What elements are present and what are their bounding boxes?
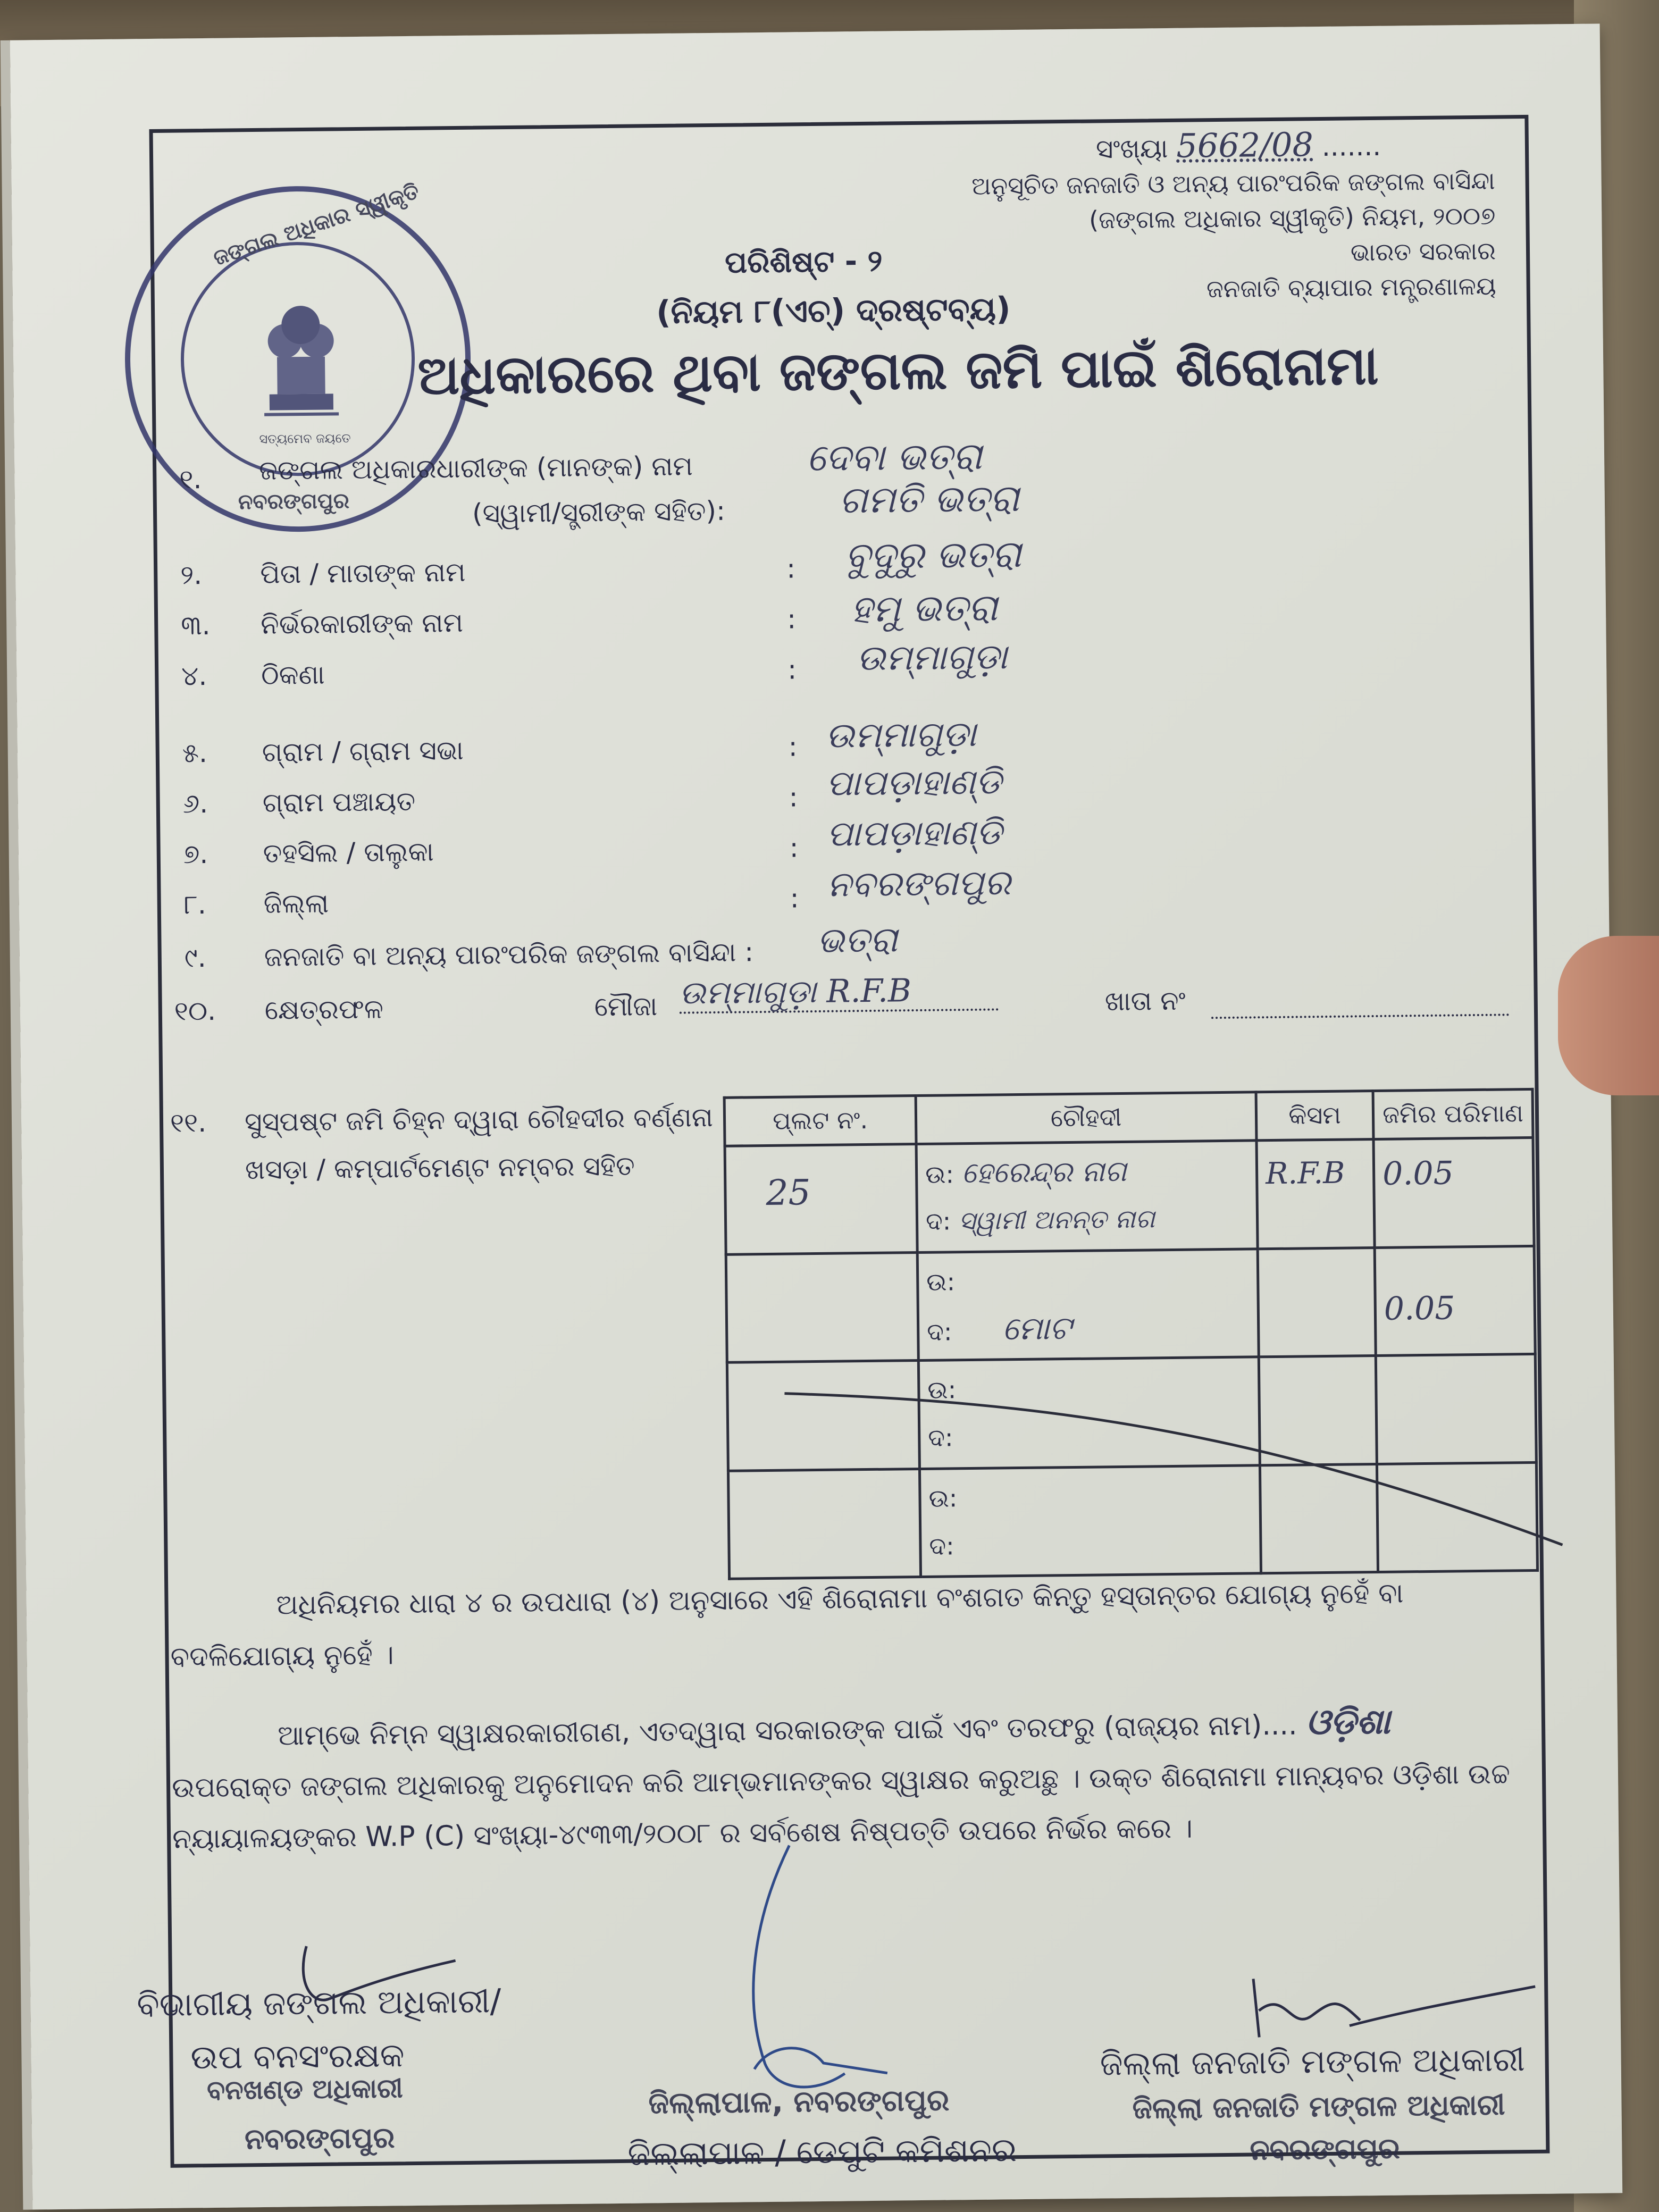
- field-label: ତହସିଲ / ତାଲୁକା: [263, 836, 434, 869]
- field-label: ଗ୍ରାମ / ଗ୍ରାମ ସଭା: [262, 734, 464, 768]
- table-header: ପ୍ଲଟ ନଂ.: [724, 1096, 916, 1146]
- center-stamp: ଜିଲ୍ଲାପାଳ, ନବରଙ୍ଗପୁର: [648, 2083, 950, 2121]
- serial-number: ସଂଖ୍ୟା 5662/08 .......: [1095, 125, 1381, 165]
- field-number: ୮.: [183, 889, 207, 920]
- table-row: ଉ: ଦ: ମୋଟ 0.05: [726, 1246, 1535, 1362]
- field-label: ଜନଜାତି ବା ଅନ୍ୟ ପାରଂପରିକ ଜଙ୍ଗଲ ବାସିନ୍ଦା :: [264, 936, 754, 973]
- seal-text: ଜଙ୍ଗଲ ଅଧିକାର ସ୍ୱୀକୃତି: [210, 179, 423, 271]
- table-row: ଉ: ଦ:: [727, 1354, 1536, 1470]
- field-value: ଭତ୍ରା: [817, 919, 898, 961]
- khata-value: [1211, 982, 1509, 1019]
- table-row: 25 ଉ: ହେରେନ୍ଦ୍ର ନାଗ ଦ: ସ୍ୱାମୀ ଅନନ୍ତ ନାଗ R.F.B 0.05: [725, 1137, 1534, 1254]
- field-number: ୫.: [182, 737, 208, 769]
- field-label: ଗ୍ରାମ ପଞ୍ଚାୟତ: [262, 785, 416, 818]
- left-signatory-subtitle: ଉପ ବନସଂରକ୍ଷକ: [190, 2035, 405, 2077]
- section-label: ସୁସ୍ପଷ୍ଟ ଜମି ଚିହ୍ନ ଦ୍ୱାରା ଚୌହଦୀର ବର୍ଣ୍ଣନା: [244, 1102, 714, 1138]
- mouza-label: ମୌଜା: [594, 991, 658, 1023]
- ashoka-emblem-icon: [247, 287, 355, 426]
- serial-value: 5662/08: [1176, 125, 1314, 165]
- right-signatory-title: ଜିଲ୍ଲା ଜନଜାତି ମଙ୍ଗଳ ଅଧିକାରୀ: [1100, 2040, 1526, 2083]
- field-label: ଜିଲ୍ଲା: [263, 887, 329, 919]
- right-stamp: ଜିଲ୍ଲା ଜନଜାତି ମଙ୍ଗଳ ଅଧିକାରୀ: [1132, 2088, 1505, 2125]
- act-heading: ଅନୁସୂଚିତ ଜନଜାତି ଓ ଅନ୍ୟ ପାରଂପରିକ ଜଙ୍ଗଲ ବାସିନ୍ଦା (ଜଙ୍ଗଲ ଅଧିକାର ସ୍ୱୀକୃତି) ନିୟମ, ୨୦୦୭ ଭାରତ ସରକାର ଜନଜାତି ବ୍ୟାପାର ମନ୍ତ୍ରଣାଳୟ: [971, 166, 1496, 304]
- field-number: ୬.: [182, 787, 208, 819]
- section-sublabel: ଖସଡ଼ା / କମ୍ପାର୍ଟମେଣ୍ଟ ନମ୍ବର ସହିତ: [245, 1150, 635, 1186]
- field-number: ୪.: [181, 660, 207, 692]
- emblem-caption: ସତ୍ୟମେବ ଜୟତେ: [259, 431, 351, 447]
- state-name: ଓଡ଼ିଶା: [1305, 1700, 1390, 1743]
- field-value: ହମୁ ଭତ୍ରା: [850, 585, 998, 631]
- paragraph-approval: ଆମ୍ଭେ ନିମ୍ନ ସ୍ୱାକ୍ଷରକାରୀଗଣ, ଏତଦ୍ୱାରା ସରକାରଙ୍କ ପାଇଁ ଏବଂ ତରଫରୁ (ରାଜ୍ୟର ନାମ).... ଓଡ଼ିଶା ଉପରୋକ୍ତ ଜଙ୍ଗଲ ଅଧିକାରକୁ ଅନୁମୋଦନ କରି ଆମ୍ଭମାନଙ୍କର ସ୍ୱାକ୍ଷର କରୁଅଛୁ । ଉକ୍ତ ଶିରୋନାମା ମାନ୍ୟବର ଓଡ଼ିଶା ଉଚ୍ଚ ନ୍ୟାୟାଳୟଙ୍କର W.P (C) ସଂଖ୍ୟା-୪୯୩୩/୨୦୦୮ ର ସର୍ବଶେଷ ନିଷ୍ପତ୍ତି ଉପରେ ନିର୍ଭର କରେ ।: [171, 1700, 1511, 1855]
- field-number: ୭.: [183, 838, 208, 870]
- document-title: ଅଧିକାରରେ ଥିବା ଜଙ୍ଗଲ ଜମି ପାଇଁ ଶିରୋନାମା: [417, 334, 1379, 407]
- thumb: [1558, 936, 1659, 1095]
- khata-label: ଖାତା ନଂ: [1104, 985, 1186, 1017]
- field-value: ପାପଡ଼ାହାଣ୍ଡି: [826, 761, 1002, 804]
- field-label: ନିର୍ଭରକାରୀଙ୍କ ନାମ: [260, 607, 464, 640]
- field-label: ଜଙ୍ଗଲ ଅଧିକାରଧାରୀଙ୍କ (ମାନଙ୍କ) ନାମ: [258, 450, 693, 486]
- field-label: ଠିକଣା: [261, 659, 325, 691]
- table-header: ଚୌହଦୀ: [916, 1092, 1256, 1144]
- table-row: ଉ: ଦ:: [728, 1462, 1537, 1579]
- field-sublabel: (ସ୍ୱାମୀ/ସ୍ତ୍ରୀଙ୍କ ସହିତ):: [472, 495, 726, 529]
- field-label: କ୍ଷେତ୍ରଫଳ: [264, 993, 384, 1026]
- field-label: ପିତା / ମାତାଙ୍କ ନାମ: [259, 556, 466, 590]
- mouza-value: ଉମ୍ମାଗୁଡ଼ା R.F.B: [679, 971, 999, 1013]
- field-number: ୨.: [180, 559, 203, 591]
- table-header: କିସମ: [1256, 1091, 1373, 1141]
- field-value: ନବରଙ୍ଗପୁର: [827, 862, 1011, 905]
- left-signatory-title: ବିଭାଗୀୟ ଜଙ୍ଗଲ ଅଧିକାରୀ/: [137, 1981, 501, 2024]
- right-stamp-place: ନବରଙ୍ଗପୁର: [1250, 2131, 1401, 2167]
- center-signatory-title: ଜିଲ୍ଲାପାଳ / ଡେପୁଟି କମିଶନର: [627, 2130, 1017, 2173]
- field-number: ୩.: [180, 609, 211, 641]
- rule-reference: (ନିୟମ ୮(ଏଚ୍) ଦ୍ରଷ୍ଟବ୍ୟ): [656, 290, 1011, 332]
- field-value: ଉମ୍ମାଗୁଡ଼ା: [825, 713, 977, 756]
- section-number: ୧୧.: [170, 1107, 207, 1138]
- field-number: ୧.: [179, 464, 202, 495]
- certificate-page: [10, 23, 1623, 2209]
- appendix-label: ପରିଶିଷ୍ଟ - ୨: [724, 244, 883, 280]
- field-number: ୯.: [184, 942, 206, 974]
- table-header: ଜମିର ପରିମାଣ: [1373, 1089, 1533, 1139]
- field-value: ଦେବା ଭତ୍ରା: [806, 434, 983, 480]
- left-stamp-place: ନବରଙ୍ଗପୁର: [244, 2121, 395, 2156]
- paragraph-inheritance: ଅଧିନିୟମର ଧାରା ୪ ର ଉପଧାରା (୪) ଅନୁସାରେ ଏହି ଶିରୋନାମା ବଂଶଗତ କିନ୍ତୁ ହସ୍ତାନ୍ତର ଯୋଗ୍ୟ ନୁହେଁ ବା ବଦଳିଯୋଗ୍ୟ ନୁହେଁ ।: [170, 1577, 1404, 1673]
- field-number: ୧୦.: [174, 995, 216, 1027]
- strike-line: [779, 1375, 1568, 1558]
- field-value: ବୁଦୁରୁ ଭତ୍ରା: [844, 532, 1022, 578]
- field-value: ଗମତି ଭତ୍ରା: [839, 476, 1020, 522]
- signature-center: [683, 1839, 898, 2118]
- left-stamp: ବନଖଣ୍ଡ ଅଧିକାରୀ: [206, 2073, 404, 2106]
- field-value: ପାପଡ଼ାହାଣ୍ଡି: [826, 811, 1002, 854]
- field-value: ଉମ୍ମାଗୁଡ଼ା: [856, 636, 1008, 679]
- field-list: ୧. ଜଙ୍ଗଲ ଅଧିକାରଧାରୀଙ୍କ (ମାନଙ୍କ) ନାମ (ସ୍ୱାମୀ/ସ୍ତ୍ରୀଙ୍କ ସହିତ): ଦେବା ଭତ୍ରା ଗମତି ଭତ୍ରା ୨. ପିତା / ମାତାଙ୍କ ନାମ : ବୁଦୁରୁ ଭତ୍ରା ୩. ନିର୍ଭରକାରୀଙ୍କ ନାମ : ହମୁ ଭତ୍ରା ୪. ଠିକଣା : ଉମ୍ମାଗୁଡ଼ା ୫. ଗ୍ରାମ / ଗ୍ରାମ ସଭା : ଉମ୍ମାଗୁଡ଼ା ୬. ଗ୍ରାମ ପଞ୍ଚାୟତ : ପାପଡ଼ାହାଣ୍ଡି ୭. ତହସିଲ / ତାଲୁକା : ପାପଡ଼ାହାଣ୍ଡି ୮. ଜିଲ୍ଲା : ନବରଙ୍ଗପୁର ୯. ଜନଜାତି ବା ଅନ୍ୟ ପାରଂପରିକ ଜଙ୍ଗଲ ବାସିନ୍ଦା : ଭତ୍ରା ୧୦. କ୍ଷେତ୍ରଫଳ ମୌଜା ଉମ୍ମାଗୁଡ଼ା R.F.B ଖାତା ନଂ: [10, 23, 1600, 40]
- seal-place: ନବରଙ୍ଗପୁର: [238, 489, 350, 515]
